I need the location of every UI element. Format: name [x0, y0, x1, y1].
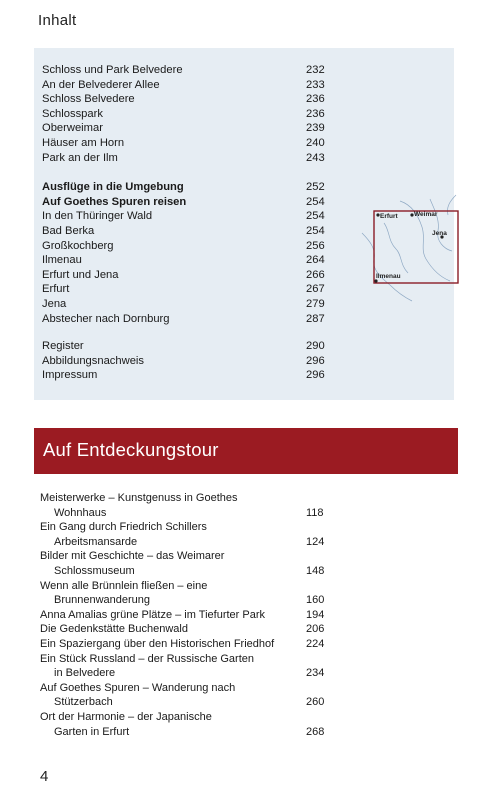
toc-entry[interactable]	[42, 151, 330, 166]
tour-entry-page: 224	[306, 637, 325, 650]
tour-entry[interactable]	[40, 710, 330, 739]
toc-entry-page: 296	[306, 369, 325, 382]
page-title: Inhalt	[38, 12, 77, 29]
toc-entry-title: Oberweimar	[42, 122, 103, 135]
tour-entry-title-line2: Brunnenwanderung	[54, 594, 151, 607]
tour-entry[interactable]	[40, 637, 330, 652]
tour-entry-title-line2: Schlossmuseum	[54, 564, 135, 577]
tour-entry[interactable]	[40, 491, 330, 520]
tour-entry-page: 194	[306, 608, 325, 621]
toc-entry-title: Impressum	[42, 369, 98, 382]
section-title: Auf Entdeckungstour	[43, 439, 219, 460]
toc-entry-title: Schloss Belvedere	[42, 93, 135, 106]
toc-entry[interactable]	[42, 121, 330, 136]
tour-entry-page: 118	[306, 506, 324, 519]
tour-entry-title-line1: Ort der Harmonie – der Japanische	[40, 710, 212, 723]
toc-entry[interactable]	[42, 136, 330, 151]
tour-entry-title: Ein Spaziergang über den Historischen Friedhof	[40, 637, 275, 650]
toc-entry-title: Abstecher nach Dornburg	[42, 312, 170, 325]
tour-entry-page: 260	[306, 696, 325, 709]
tour-entry-title-line1: Ein Gang durch Friedrich Schillers	[40, 521, 207, 534]
toc-entry-page: 243	[306, 151, 325, 164]
tour-entry[interactable]	[40, 652, 330, 681]
tour-entry-title-line1: Ein Stück Russland – der Russische Garten	[40, 652, 254, 665]
toc-entry-page: 256	[306, 239, 325, 252]
toc-entry[interactable]	[42, 354, 330, 369]
toc-entry[interactable]	[42, 368, 330, 383]
tour-entry-title-line2: Arbeitsmansarde	[54, 535, 138, 548]
toc-entry-page: 266	[306, 268, 325, 281]
tour-entry[interactable]	[40, 622, 330, 637]
toc-entry-title: Häuser am Horn	[42, 136, 125, 149]
toc-entry-title: Abbildungsnachweis	[42, 354, 144, 367]
toc-entry[interactable]	[42, 312, 330, 327]
toc-entry-title: Schloss und Park Belvedere	[42, 64, 183, 76]
toc-entry-page: 240	[306, 136, 325, 149]
toc-entry[interactable]	[42, 195, 330, 210]
toc-list	[42, 63, 330, 383]
toc-entry-title: Auf Goethes Spuren reisen	[42, 195, 187, 208]
toc-entry-page: 264	[306, 254, 325, 267]
toc-entry-page: 236	[306, 107, 325, 120]
toc-entry-page: 267	[306, 283, 325, 296]
toc-entry-title: In den Thüringer Wald	[42, 210, 153, 223]
toc-entry[interactable]	[42, 282, 330, 297]
tour-entry-title-line2: Stützerbach	[54, 696, 113, 709]
toc-entry[interactable]	[42, 224, 330, 239]
tour-entry-page: 206	[306, 623, 325, 636]
tour-entry-title-line2: in Belvedere	[54, 667, 116, 680]
tour-entry-page: 124	[306, 535, 325, 548]
tour-entry-page: 268	[306, 725, 325, 738]
toc-entry[interactable]	[42, 339, 330, 354]
toc-entry-title: Register	[42, 340, 84, 353]
toc-entry-title: Ausflüge in die Umgebung	[42, 181, 184, 194]
toc-entry-page: 279	[306, 297, 325, 310]
toc-entry-title: Ilmenau	[42, 254, 82, 267]
toc-entry-title: Park an der Ilm	[42, 151, 118, 164]
toc-entry[interactable]	[42, 63, 330, 78]
toc-entry[interactable]	[42, 297, 330, 312]
tour-entry-title-line1: Wenn alle Brünnlein fließen – eine	[40, 579, 208, 592]
toc-entry-page: 296	[306, 354, 325, 367]
toc-entry-title: Bad Berka	[42, 224, 95, 237]
toc-entry-title: Schlosspark	[42, 107, 103, 120]
toc-entry-page: 287	[306, 312, 325, 325]
page-number: 4	[40, 768, 49, 785]
toc-entry[interactable]	[42, 92, 330, 107]
toc-entry-title: Großkochberg	[42, 239, 114, 252]
tour-entry-page: 160	[306, 594, 325, 607]
region-map	[360, 193, 460, 303]
tour-entry-page: 148	[306, 564, 325, 577]
tour-entry-title-line2: Garten in Erfurt	[54, 725, 130, 738]
toc-entry-page: 254	[306, 224, 325, 237]
toc-entry-page: 290	[306, 340, 325, 353]
tour-entry-title: Die Gedenkstätte Buchenwald	[40, 623, 188, 636]
toc-entry-page: 254	[306, 195, 325, 208]
toc-entry-title: An der Belvederer Allee	[42, 78, 160, 91]
tour-entry-title-line1: Meisterwerke – Kunstgenuss in Goethes	[40, 492, 238, 504]
toc-entry-page: 236	[306, 93, 325, 106]
tour-entry[interactable]	[40, 608, 330, 623]
tour-entry[interactable]	[40, 681, 330, 710]
tour-entry[interactable]	[40, 579, 330, 608]
toc-entry[interactable]	[42, 78, 330, 93]
toc-entry[interactable]	[42, 239, 330, 254]
toc-entry-title: Erfurt	[42, 283, 70, 296]
toc-box	[34, 48, 454, 400]
toc-entry[interactable]	[42, 180, 330, 195]
toc-entry-title: Jena	[42, 297, 67, 310]
tour-entry-title: Anna Amalias grüne Plätze – im Tiefurter Park	[40, 608, 265, 621]
tour-list	[40, 491, 330, 739]
toc-entry[interactable]	[42, 107, 330, 122]
toc-entry[interactable]	[42, 268, 330, 283]
section-banner	[34, 428, 458, 474]
toc-entry-page: 252	[306, 181, 325, 194]
toc-entry[interactable]	[42, 253, 330, 268]
tour-entry-title-line2: Wohnhaus	[54, 506, 107, 519]
tour-entry-title-line1: Auf Goethes Spuren – Wanderung nach	[40, 681, 236, 694]
toc-entry-page: 233	[306, 78, 325, 91]
toc-entry-page: 239	[306, 122, 325, 135]
tour-entry[interactable]	[40, 549, 330, 578]
map-label-weimar: Weimar	[414, 211, 438, 218]
toc-entry[interactable]	[42, 209, 330, 224]
tour-entry[interactable]	[40, 520, 330, 549]
map-label-erfurt: Erfurt	[380, 213, 398, 220]
tour-entry-page: 234	[306, 667, 325, 680]
map-label-ilmenau: Ilmenau	[376, 273, 401, 280]
toc-entry-title: Erfurt und Jena	[42, 268, 119, 281]
toc-entry-page: 254	[306, 210, 325, 223]
tour-entry-title-line1: Bilder mit Geschichte – das Weimarer	[40, 550, 225, 563]
toc-entry-page: 232	[306, 64, 325, 76]
map-label-jena: Jena	[432, 230, 447, 237]
